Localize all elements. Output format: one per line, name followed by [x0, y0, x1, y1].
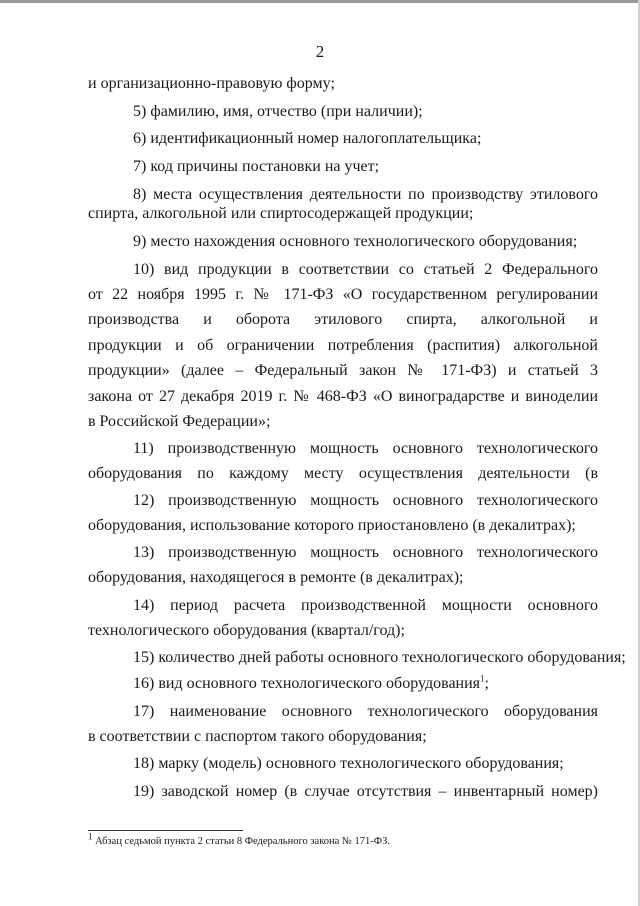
body-line: продукции и об ограничении потребления (распития) алкогольной [88, 337, 598, 354]
body-line: 9) место нахождения основного технологического оборудования; [133, 233, 578, 250]
body-line: 14) период расчета производственной мощности основного [133, 597, 598, 614]
page-number: 2 [315, 42, 325, 61]
body-line: 6) идентификационный номер налогоплательщика; [133, 130, 482, 147]
body-line: спирта, алкогольной или спиртосодержащей продукции; [88, 205, 474, 222]
body-line: 15) количество дней работы основного технологического оборудования; [133, 649, 626, 666]
body-line: 7) код причины постановки на учет; [133, 158, 380, 175]
footnote-text: Абзац седьмой пункта 2 статьи 8 Федерального закона № 171-ФЗ. [92, 836, 390, 847]
body-line: 19) заводской номер (в случае отсутствия – инвентарный номер) [133, 783, 598, 800]
body-line: и организационно-правовую форму; [88, 75, 335, 92]
body-line: 12) производственную мощность основного технологического [133, 492, 598, 509]
body-line: 13) производственную мощность основного технологического [133, 544, 598, 561]
body-line: 10) вид продукции в соответствии со статьей 2 Федерального [133, 261, 598, 278]
body-line: оборудования, находящегося в ремонте (в декалитрах); [88, 569, 464, 586]
body-line: закона от 27 декабря 2019 г. № 468-ФЗ «О виноградарстве и виноделии [88, 388, 598, 405]
body-line: 8) места осуществления деятельности по производству этилового [133, 186, 598, 203]
body-line: 11) производственную мощность основного технологического [133, 440, 598, 457]
body-line: оборудования по каждому месту осуществления деятельности (в [88, 465, 598, 482]
footnote [88, 831, 390, 847]
body-line-tail: ; [484, 675, 489, 692]
body-line-with-footnote [133, 674, 598, 694]
body-line: в соответствии с паспортом такого оборудования; [88, 728, 427, 745]
body-line: 17) наименование основного технологического оборудования [133, 703, 598, 720]
footnote-separator [88, 830, 243, 831]
footnote-reference: 1 [480, 673, 485, 684]
body-line: в Российской Федерации»; [88, 413, 271, 430]
body-line-text: 16) вид основного технологического оборудования [133, 675, 481, 692]
body-line: производства и оборота этилового спирта, алкогольной и [88, 311, 598, 328]
body-line: от 22 ноября 1995 г. № 171-ФЗ «О государственном регулировании [88, 286, 598, 303]
page-top-edge [0, 0, 640, 3]
body-line: оборудования, использование которого приостановлено (в декалитрах); [88, 517, 576, 534]
footnote-mark: 1 [88, 831, 93, 842]
body-line: продукции» (далее – Федеральный закон № 171-ФЗ) и статьей 3 [88, 362, 598, 379]
body-line: 5) фамилию, имя, отчество (при наличии); [133, 103, 423, 120]
body-line: 18) марку (модель) основного технологического оборудования; [133, 755, 564, 772]
body-line: технологического оборудования (квартал/год); [88, 622, 405, 639]
